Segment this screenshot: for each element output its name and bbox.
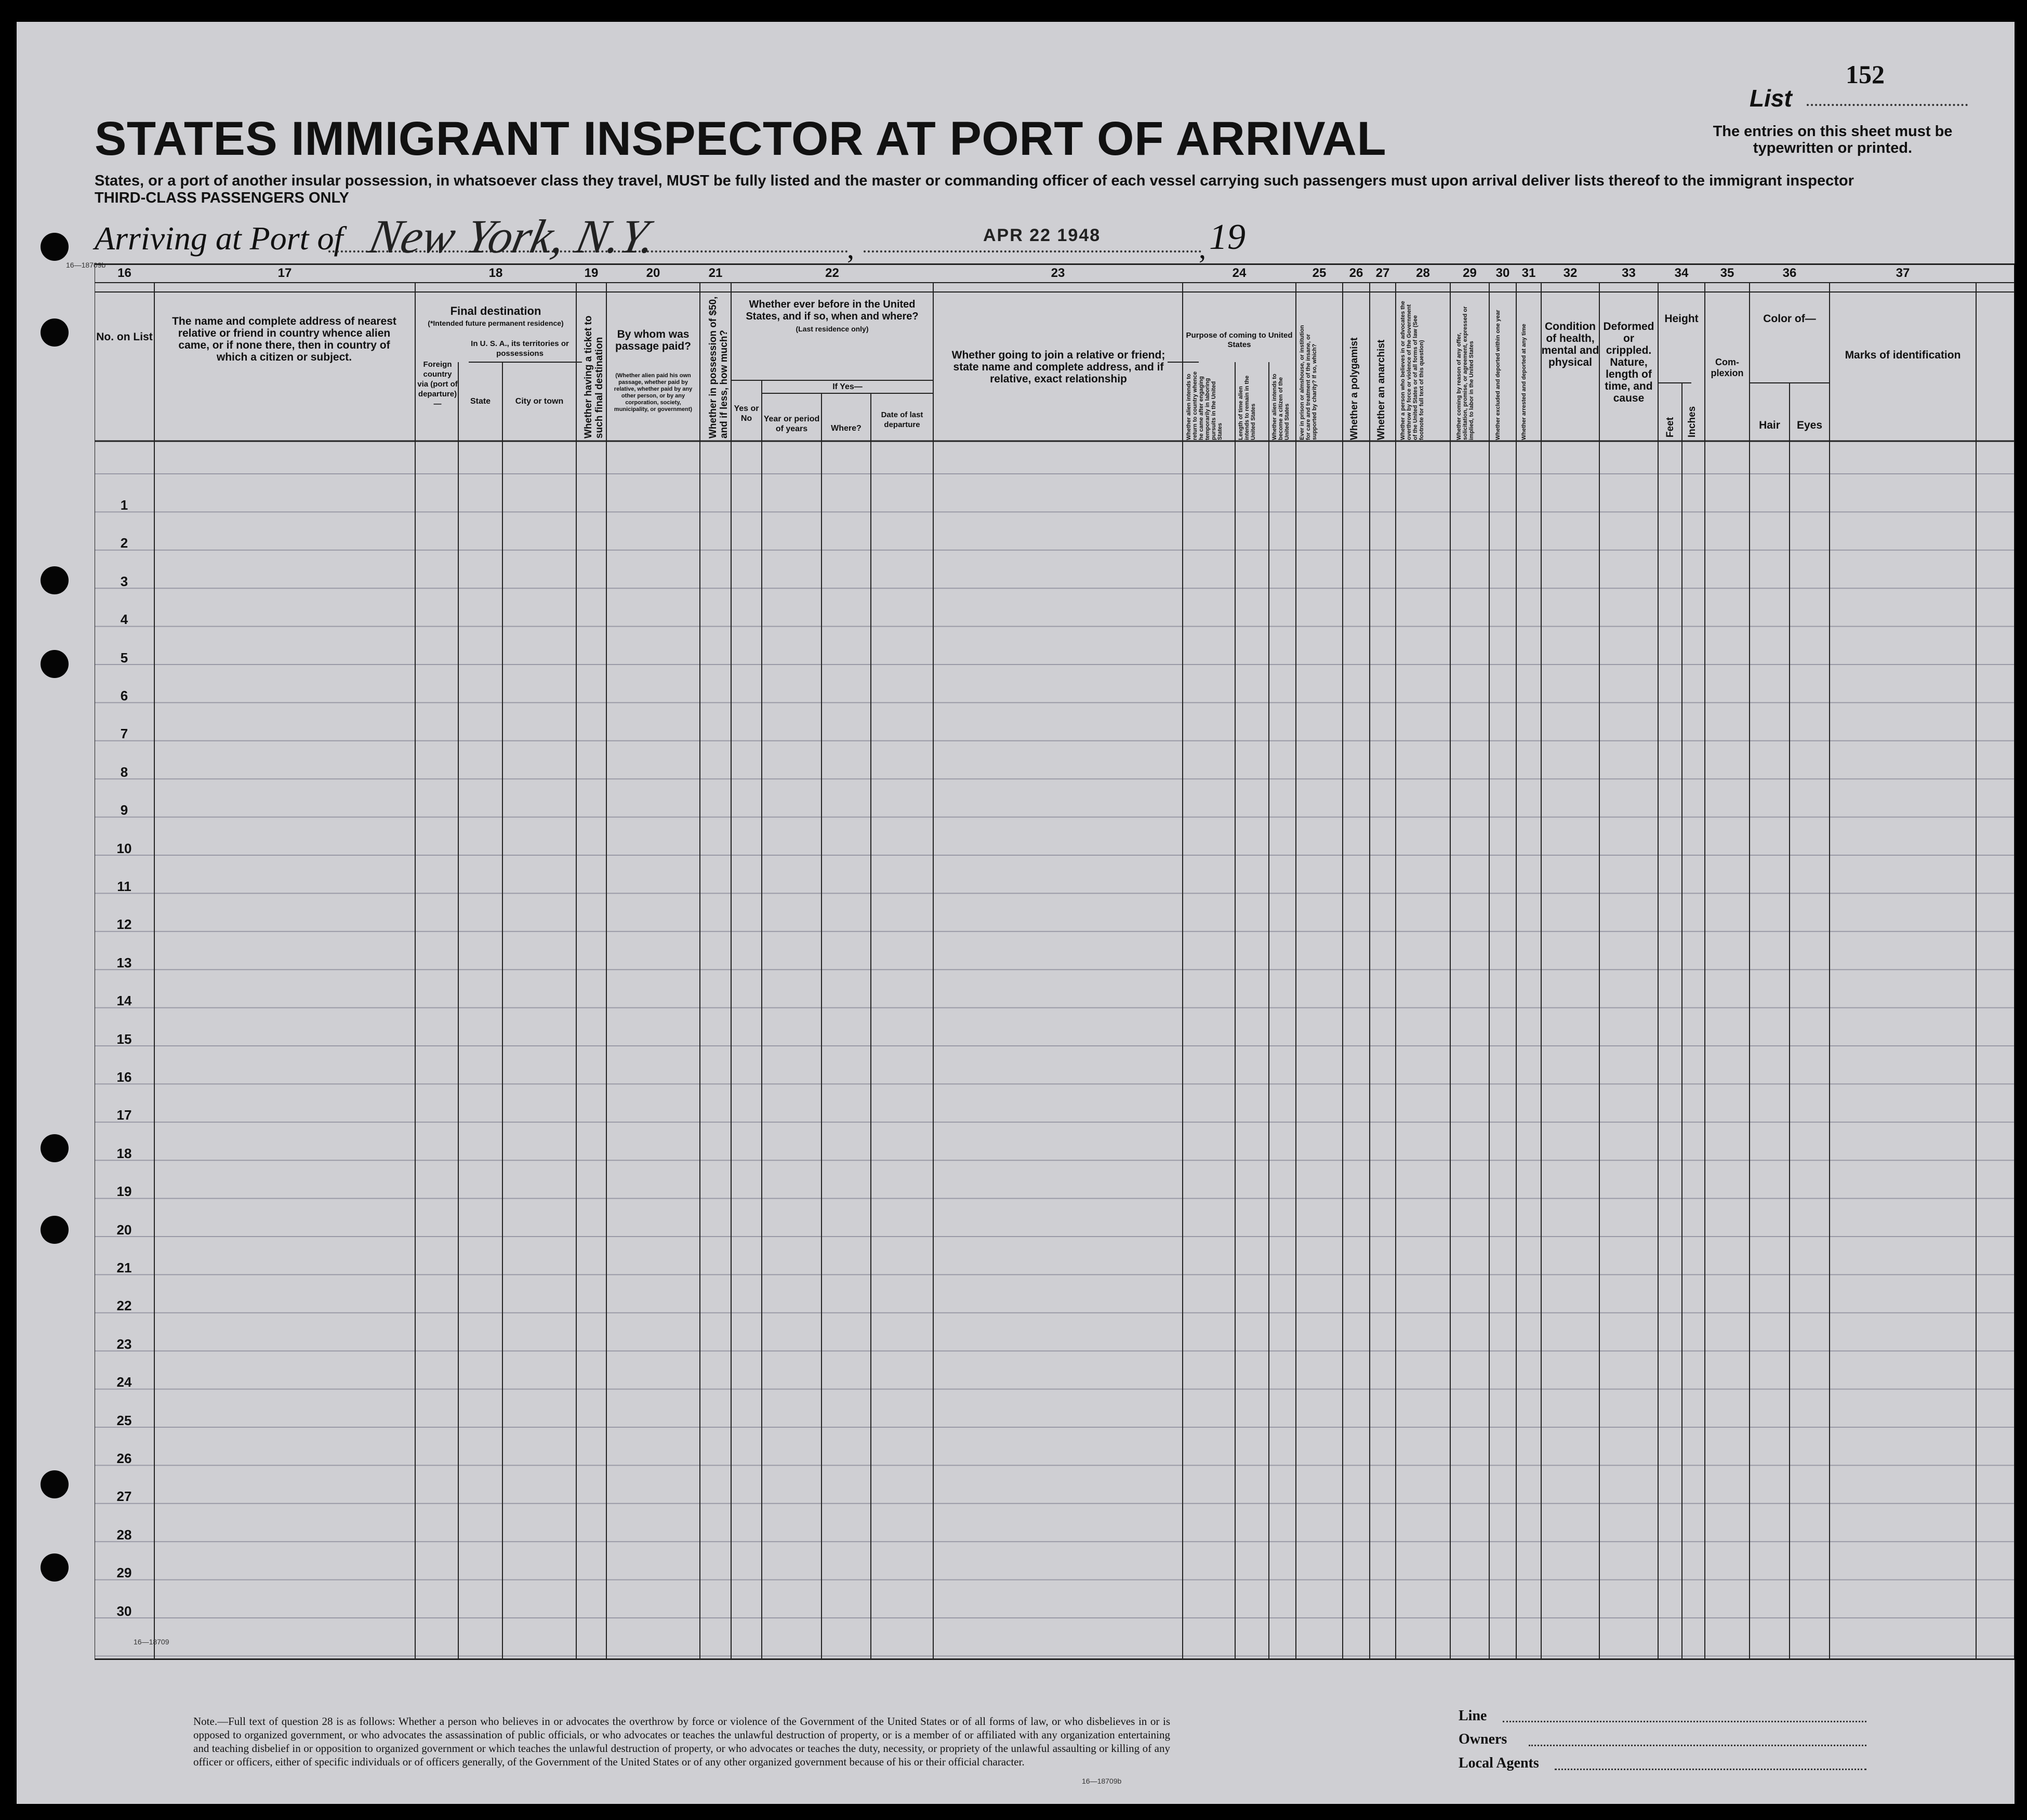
header-notice: States, or a port of another insular possession, in whatsoever class they travel, MUST be fully listed and the master or commanding officer of each vessel carrying such passengers must upon arrival deliver lists thereof to the immigrant inspector [95,172,1854,189]
row-number: 9 [120,802,128,818]
class-label: THIRD-CLASS PASSENGERS ONLY [95,190,349,206]
col-number: 23 [1051,266,1065,280]
row-number: 20 [116,1221,132,1238]
header-color-of: Color of— [1763,313,1816,325]
page-title: STATES IMMIGRANT INSPECTOR AT PORT OF ARRIVAL [95,112,1387,165]
year-prefix: 19 [1209,217,1246,257]
row-number: 6 [120,688,128,703]
row-number: 13 [116,954,132,971]
header-q28: Whether a person who believes in or advocates the overthrow by force or violence of the Government of the United States or of all forms of law (See footnote for full text of this question) [1400,301,1425,440]
header-inches: Inches [1687,406,1698,437]
list-line [1807,104,1968,106]
row-number: 4 [120,612,128,628]
manifest-sheet [17,22,2015,1804]
header-purpose-b: Length of time alien intends to remain in the United States [1238,375,1256,440]
header-year-period: Year or period of years [763,415,820,433]
form-code: 16—18709b [1082,1777,1122,1785]
header-yes-no: Yes or No [734,404,759,423]
footnote-q28: Note.—Full text of question 28 is as follows: Whether a person who believes in or advocates the overthrow by force or violence of the Government of the United States or of all forms of law, or who disbelieves in or is opposed to organized government, or who advocates the assassination of public officials, or who advocates or teaches the unlawful destruction of property, or is a member of or affiliated with any organization entertaining and teaching disbelief in or opposition to organized government or which teaches the unlawful destruction of property, or who advocates or teaches the duty, necessity, or propriety of the unlawful assaulting or killing of any officer or officers, either of specific individuals or of officers generally, of the Government of the United States or of any other organized government because of his or their official character. [193,1715,1170,1768]
date-line [864,250,1201,253]
header-date-departure: Date of last departure [881,410,923,429]
col-number: 21 [708,266,723,280]
header-anarchist: Whether an anarchist [1376,339,1387,440]
header-complexion: Com-plexion [1711,357,1744,378]
col-number: 31 [1521,266,1536,280]
binder-hole [41,318,69,347]
owners-field [1529,1745,1866,1746]
col-number: 30 [1495,266,1510,280]
header-polygamist: Whether a polygamist [1349,337,1360,440]
col-number: 17 [277,266,292,280]
row-number: 5 [120,649,128,666]
row-number: 17 [116,1107,132,1123]
header-state: State [470,397,491,406]
header-hair: Hair [1759,419,1780,431]
list-label: List [1750,85,1792,112]
row-number: 7 [120,726,128,742]
header-city: City or town [515,397,564,406]
row-number: 12 [116,916,132,933]
header-ticket: Whether having a ticket to such final destination [583,315,605,439]
owners-label: Owners [1459,1731,1507,1747]
header-join-relative: Whether going to join a relative or friend; state name and complete address, and if relative, exact relationship [951,349,1165,385]
header-ever-before: Whether ever before in the United States, and if so, when and where? [746,299,919,322]
col-number: 33 [1622,266,1636,280]
col-number: 19 [584,266,599,280]
header-height: Height [1664,313,1699,325]
header-feet: Feet [1665,417,1676,437]
col-number: 37 [1896,266,1910,280]
header-where: Where? [831,424,862,433]
row-number: 18 [116,1145,132,1161]
form-code: 16—18709b [66,261,106,269]
col-number: 29 [1463,266,1477,280]
comma: , [847,233,854,265]
row-number: 14 [116,993,132,1009]
col-number: 28 [1416,266,1430,280]
port-handwritten: New York, N.Y. [364,210,660,263]
header-no-on-list: No. on List [96,331,153,343]
row-number: 16 [116,1069,132,1085]
header-if-yes: If Yes— [832,382,863,391]
binder-hole [41,1553,69,1582]
grid-lines [95,263,2015,1658]
list-number: 152 [1846,60,1885,89]
header-possession-50: Whether in possession of $50, and if less, how much? [708,296,730,439]
col-number: 22 [825,266,839,280]
col-number: 26 [1349,266,1363,280]
row-number: 26 [116,1451,132,1466]
row-number: 11 [117,879,131,894]
header-purpose-a: Whether alien intends to return to country whence he came after engaging temporarily in laboring pursuits in the United States [1186,371,1223,440]
header-marks: Marks of identification [1845,349,1961,361]
header-q30: Whether excluded and deported within one year [1495,310,1501,440]
header-prison: Ever in prison or almshouse, or institution for care and treatment of the insane, or supported by charity? If so, which? [1299,325,1318,440]
header-ever-before-sub: (Last residence only) [796,325,869,333]
col-number: 16 [117,266,131,280]
row-number: 27 [116,1489,132,1505]
col-number: 34 [1674,266,1689,280]
binder-hole [41,566,69,594]
row-number: 24 [116,1374,132,1390]
row-number: 29 [116,1565,132,1581]
row-number: 3 [120,573,128,589]
col-number: 18 [488,266,503,280]
line-label: Line [1459,1708,1487,1724]
header-deformed: Deformed or crippled. Nature, length of time, and cause [1603,321,1654,404]
row-number: 1 [120,497,128,513]
row-number: 8 [120,764,128,780]
col-number: 20 [646,266,660,280]
header-final-destination-sub: (*Intended future permanent residence) [428,319,564,327]
agents-field [1555,1769,1866,1770]
header-purpose-c: Whether alien intends to become a citizen of the United States [1271,374,1290,440]
line-field [1503,1721,1866,1722]
row-number: 19 [116,1184,132,1200]
stamped-date: APR 22 1948 [983,225,1101,245]
row-number: 28 [116,1526,132,1543]
header-q31: Whether arrested and deported at any time [1521,324,1527,440]
col-number: 32 [1563,266,1578,280]
col-number: 27 [1375,266,1390,280]
header-by-whom-sub: (Whether alien paid his own passage, whether paid by relative, whether paid by any other person, or by any corporation, society, municipality, or government) [614,373,693,413]
header-eyes: Eyes [1796,419,1823,431]
comma: , [1199,233,1206,265]
binder-hole [41,1134,69,1162]
form-code: 16—18709 [134,1638,169,1646]
typewritten-note: The entries on this sheet must be typewritten or printed. [1713,123,1953,156]
arriving-label: Arriving at Port of [95,220,343,257]
col-number: 35 [1720,266,1734,280]
binder-hole [41,1216,69,1244]
header-foreign-country: Foreign country via (port of departure)— [417,360,458,408]
col-number: 24 [1232,266,1247,280]
header-by-whom: By whom was passage paid? [615,328,691,352]
header-in-usa: In U. S. A., its territories or possessions [471,339,569,358]
row-number: 25 [116,1412,132,1428]
row-number: 2 [120,535,128,551]
header-purpose: Purpose of coming to United States [1186,331,1293,349]
row-number: 22 [116,1298,132,1314]
row-number: 10 [116,840,132,856]
header-q29: Whether coming by reason of any offer, solicitation, promise, or agreement, expressed or implied, to labor in the United States [1456,306,1475,440]
col-number: 25 [1312,266,1327,280]
row-number: 30 [116,1603,132,1619]
header-condition: Condition of health, mental and physical [1541,321,1599,368]
row-number: 21 [116,1260,132,1276]
bottom-rule [95,1658,2015,1660]
header-nearest-relative: The name and complete address of nearest relative or friend in country whence alien came, or if none there, then in country of which a citizen or subject. [172,315,396,363]
binder-hole [41,233,69,261]
row-number: 23 [116,1336,132,1352]
col-number: 36 [1782,266,1797,280]
binder-hole [41,650,69,678]
binder-hole [41,1470,69,1498]
agents-label: Local Agents [1459,1755,1539,1771]
header-final-destination: Final destination [450,304,541,317]
row-number: 15 [116,1031,132,1047]
